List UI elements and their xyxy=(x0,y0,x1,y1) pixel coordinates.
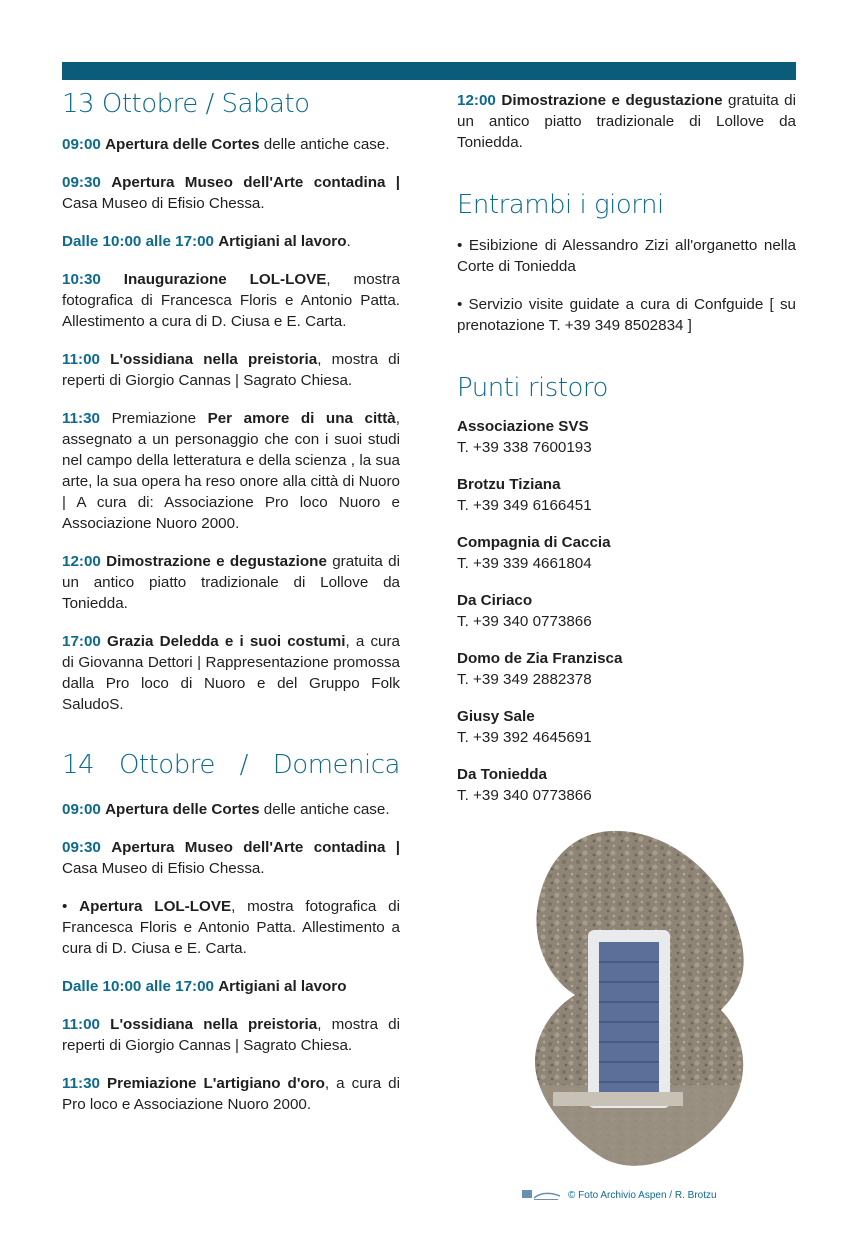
day1-event-7: 12:00 Dimostrazione e degustazione gratuita di un antico piatto tradizionale di Lollove da Toniedda. xyxy=(62,553,401,612)
day1-event-6: 11:30 Premiazione Per amore di una città, assegnato a un personaggio che con i suoi studi nel campo della letteratura e della scienza , la sua arte, la sua opera ha reso onore alla città di Nuoro | A cura di: Associazione Pro loco Nuoro e Associazione Nuoro 2000. xyxy=(62,410,400,532)
both-days-item-1: • Esibizione di Alessandro Zizi all'organetto nella Corte di Toniedda xyxy=(457,237,796,275)
day2-event-7: 12:00 Dimostrazione e degustazione gratuita di un antico piatto tradizionale di Lollove da Toniedda. xyxy=(457,92,796,151)
day2-event-5: 11:00 L'ossidiana nella preistoria, mostra di reperti di Giorgio Cannas | Sagrato Chiesa. xyxy=(62,1016,400,1054)
day2-event-4: Dalle 10:00 alle 17:00 Artigiani al lavoro xyxy=(62,978,347,995)
food-heading: Punti ristoro xyxy=(457,373,608,403)
day1-event-2: 09:30 Apertura Museo dell'Arte contadina | Casa Museo di Efisio Chessa. xyxy=(62,174,400,212)
food-item: Brotzu Tiziana T. +39 349 6166451 xyxy=(457,476,592,514)
food-item: Compagnia di Caccia T. +39 339 4661804 xyxy=(457,534,611,572)
day1-event-8: 17:00 Grazia Deledda e i suoi costumi, a cura di Giovanna Dettori | Rappresentazione promossa dalla Pro loco di Nuoro e del Gruppo Folk SaludoS. xyxy=(62,633,400,713)
day2-event-6: 11:30 Premiazione L'artigiano d'oro, a cura di Pro loco e Associazione Nuoro 2000. xyxy=(62,1075,400,1113)
day1-event-4: 10:30 Inaugurazione LOL-LOVE, mostra fotografica di Francesca Floris e Antonio Patta. Allestimento a cura di D. Ciusa e E. Carta. xyxy=(62,271,400,330)
food-item: Domo de Zia Franzisca T. +39 349 2882378 xyxy=(457,650,623,688)
day2-event-2: 09:30 Apertura Museo dell'Arte contadina | Casa Museo di Efisio Chessa. xyxy=(62,839,400,877)
right-column xyxy=(457,86,796,806)
top-accent-bar xyxy=(62,62,796,80)
aspen-logo-icon xyxy=(522,1188,562,1202)
food-item: Associazione SVS T. +39 338 7600193 xyxy=(457,418,592,456)
food-item: Da Toniedda T. +39 340 0773866 xyxy=(457,766,592,804)
photo-credit: © Foto Archivio Aspen / R. Brotzu xyxy=(522,1188,717,1202)
food-list xyxy=(457,416,796,806)
left-column xyxy=(62,86,400,1115)
day2-event-1: 09:00 Apertura delle Cortes delle antiche case. xyxy=(62,801,390,818)
day1-event-5: 11:00 L'ossidiana nella preistoria, mostra di reperti di Giorgio Cannas | Sagrato Chiesa. xyxy=(62,351,400,389)
both-days-heading: Entrambi i giorni xyxy=(457,190,664,220)
food-item: Da Ciriaco T. +39 340 0773866 xyxy=(457,592,592,630)
both-days-item-2: • Servizio visite guidate a cura di Confguide [ su prenotazione T. +39 349 8502834 ] xyxy=(457,296,796,334)
day1-event-1: 09:00 Apertura delle Cortes delle antiche case. xyxy=(62,136,390,153)
day1-heading: 13 Ottobre / Sabato xyxy=(62,89,310,119)
food-item: Giusy Sale T. +39 392 4645691 xyxy=(457,708,592,746)
day2-heading: 14 Ottobre / Domenica xyxy=(62,750,400,780)
day1-event-3: Dalle 10:00 alle 17:00 Artigiani al lavoro. xyxy=(62,233,351,250)
door-photo-image xyxy=(533,830,749,1168)
day2-event-3: • Apertura LOL-LOVE, mostra fotografica di Francesca Floris e Antonio Patta. Allestimento a cura di D. Ciusa e E. Carta. xyxy=(62,898,400,957)
door-photo xyxy=(533,830,749,1168)
